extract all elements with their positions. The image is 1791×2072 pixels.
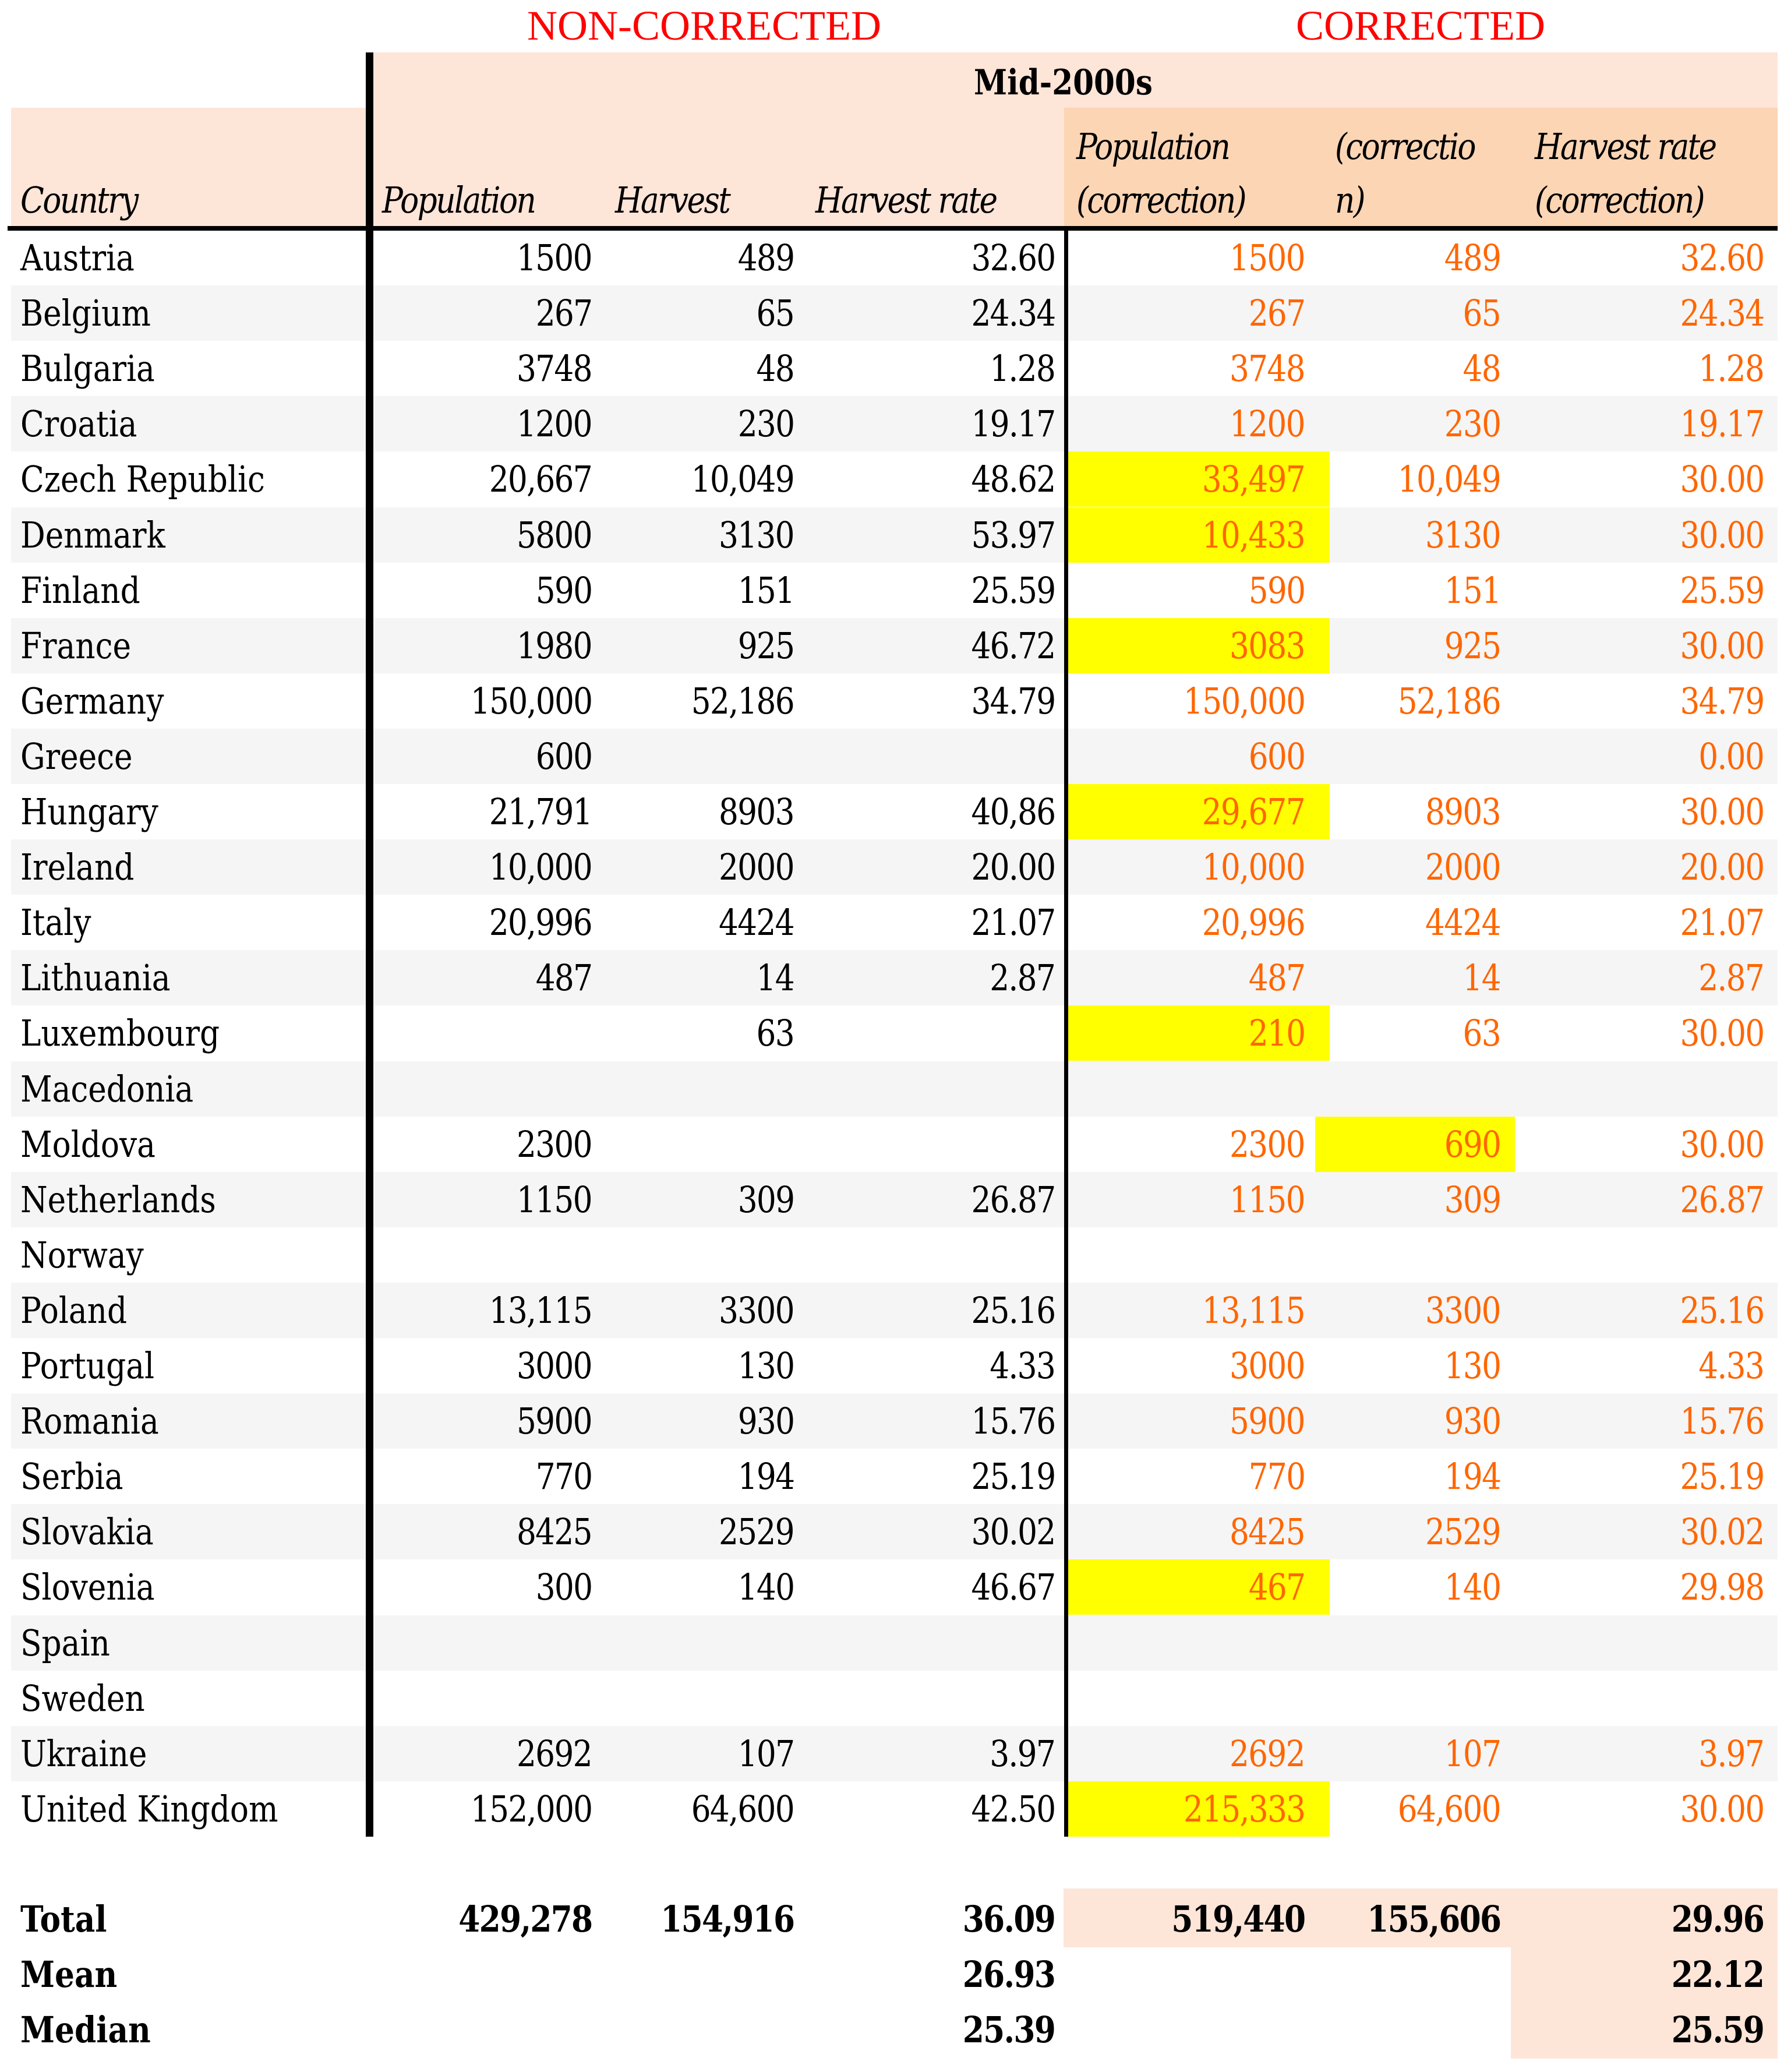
cell-harvest-corr: 2000 xyxy=(1425,846,1500,889)
cell-harvest-rate: 2.87 xyxy=(990,956,1055,1000)
cell-harvest-rate-corr xyxy=(11,1061,1764,1117)
cell-harvest-corr: 140 xyxy=(1444,1566,1500,1609)
country-name: Croatia xyxy=(20,403,137,446)
cell-population: 2692 xyxy=(517,1732,592,1775)
summary-row-mean xyxy=(11,1947,1778,2002)
cell-harvest-rate: 4.33 xyxy=(990,1344,1055,1387)
cell-harvest-rate: 32.60 xyxy=(970,237,1055,279)
cell-population-corr: 590 xyxy=(1248,569,1305,612)
cell-harvest-rate: 46.67 xyxy=(970,1566,1055,1609)
cell-harvest-rate-corr: 30.00 xyxy=(1679,1012,1764,1055)
cell-population-corr: 1500 xyxy=(1230,237,1305,279)
cell-population-corr: 10,000 xyxy=(1202,846,1305,889)
table-row xyxy=(11,1671,1778,1726)
cell-population-corr: 5900 xyxy=(1230,1400,1305,1443)
cell-harvest-corr: 10,049 xyxy=(1397,458,1500,501)
cell-harvest-rate: 48.62 xyxy=(970,458,1055,501)
cell-harvest-corr: 107 xyxy=(1444,1732,1500,1775)
cell-population-corr: 210 xyxy=(1248,1012,1305,1055)
cell-population: 600 xyxy=(535,735,592,778)
cell-harvest: 63 xyxy=(756,1012,794,1055)
col-header-harvest-corr-line2: n) xyxy=(1335,179,1364,221)
cell-population-corr: 2300 xyxy=(1230,1123,1305,1166)
cell-population-corr: 267 xyxy=(1248,292,1305,335)
cell-population: 300 xyxy=(535,1566,592,1609)
table-row xyxy=(11,1504,1778,1559)
cell-population-corr: 1200 xyxy=(1230,403,1305,446)
cell-harvest-rate-corr: 30.00 xyxy=(1679,458,1764,501)
cell-harvest-corr: 194 xyxy=(1444,1455,1500,1498)
cell-population-corr: 13,115 xyxy=(1202,1289,1305,1332)
cell-harvest-rate-corr xyxy=(11,1615,1764,1671)
cell-harvest-rate-corr: 4.33 xyxy=(1698,1344,1764,1387)
table-row xyxy=(11,618,1778,673)
cell-harvest-rate: 53.97 xyxy=(970,513,1055,556)
cell-harvest-rate: 26.87 xyxy=(970,1178,1055,1221)
cell-population-corr: 770 xyxy=(1248,1455,1305,1498)
cell-harvest-corr: 930 xyxy=(1444,1400,1500,1443)
cell-harvest-rate: 1.28 xyxy=(990,347,1055,390)
col-header-country: Country xyxy=(20,179,137,221)
table-row xyxy=(11,230,1778,285)
cell-harvest-corr: 64,600 xyxy=(1397,1787,1500,1830)
cell-population: 20,667 xyxy=(489,458,592,501)
col-header-harvest-rate: Harvest rate xyxy=(815,179,997,221)
cell-harvest-corr: 3300 xyxy=(1425,1289,1500,1332)
country-name: Germany xyxy=(20,679,164,722)
cell-population: 3748 xyxy=(517,347,592,390)
cell-population-corr: 10,433 xyxy=(1202,513,1305,556)
table-row xyxy=(11,1559,1778,1615)
table-row xyxy=(11,1449,1778,1504)
corrected-title: CORRECTED xyxy=(1296,2,1546,49)
cell-population: 590 xyxy=(535,569,592,612)
cell-harvest-rate-corr: 1.28 xyxy=(1698,347,1764,390)
cell-harvest: 140 xyxy=(737,1566,794,1609)
cell-population-corr: 2692 xyxy=(1230,1732,1305,1775)
cell-population-corr: 467 xyxy=(1248,1566,1305,1609)
cell-population-corr: 150,000 xyxy=(1183,679,1305,722)
cell-harvest-rate-corr: 30.00 xyxy=(1679,1787,1764,1830)
cell-harvest: 10,049 xyxy=(691,458,794,501)
cell-population: 1980 xyxy=(517,624,592,667)
cell-harvest-rate-corr: 30.00 xyxy=(1679,790,1764,833)
cell-population: 770 xyxy=(535,1455,592,1498)
cell-population: 267 xyxy=(535,292,592,335)
country-name: Greece xyxy=(20,735,133,778)
cell-population: 3000 xyxy=(517,1344,592,1387)
table-row xyxy=(11,895,1778,950)
cell-harvest-rate-corr: 25.19 xyxy=(1679,1455,1764,1498)
cell-harvest-rate-corr: 2.87 xyxy=(1698,956,1764,1000)
country-name: Hungary xyxy=(20,790,158,833)
cell-population: 152,000 xyxy=(470,1787,592,1830)
cell-population-corr: 1150 xyxy=(1230,1178,1305,1221)
cell-harvest-corr: 4424 xyxy=(1425,901,1500,944)
cell-harvest: 48 xyxy=(756,347,794,390)
cell-harvest-rate: 15.76 xyxy=(970,1400,1055,1443)
cell-harvest-rate: 19.17 xyxy=(970,403,1055,446)
table-row xyxy=(11,1061,1778,1117)
total-harvest-rate-corr: 29.96 xyxy=(1671,1898,1764,1940)
period-header: Mid-2000s xyxy=(974,62,1153,103)
mean-harvest-rate-corr: 22.12 xyxy=(1671,1953,1764,1996)
cell-harvest-rate-corr: 26.87 xyxy=(1679,1178,1764,1221)
cell-harvest-rate-corr: 25.59 xyxy=(1679,569,1764,612)
cell-population-corr: 487 xyxy=(1248,956,1305,1000)
cell-harvest: 194 xyxy=(737,1455,794,1498)
cell-harvest-corr: 14 xyxy=(1463,956,1500,1000)
country-name: Poland xyxy=(20,1289,128,1332)
cell-harvest-rate: 3.97 xyxy=(990,1732,1055,1775)
country-name: United Kingdom xyxy=(20,1787,278,1830)
cell-harvest-rate: 21.07 xyxy=(970,901,1055,944)
cell-harvest-rate-corr: 24.34 xyxy=(1679,292,1764,335)
country-name: Netherlands xyxy=(20,1178,216,1221)
total-population-corr: 519,440 xyxy=(1171,1898,1305,1940)
cell-harvest-corr: 48 xyxy=(1463,347,1500,390)
country-name: Austria xyxy=(20,237,135,279)
non-corrected-title: NON-CORRECTED xyxy=(527,2,881,49)
cell-population: 1500 xyxy=(517,237,592,279)
cell-population: 2300 xyxy=(517,1123,592,1166)
cell-harvest: 14 xyxy=(756,956,794,1000)
table-row xyxy=(11,1283,1778,1338)
cell-harvest: 65 xyxy=(756,292,794,335)
median-harvest-rate: 25.39 xyxy=(962,2009,1055,2051)
cell-harvest-corr: 2529 xyxy=(1425,1510,1500,1554)
cell-harvest-corr: 52,186 xyxy=(1397,679,1500,722)
median-harvest-rate-corr: 25.59 xyxy=(1671,2009,1764,2051)
country-name: Ukraine xyxy=(20,1732,147,1775)
cell-harvest-rate: 30.02 xyxy=(970,1510,1055,1554)
cell-harvest-rate: 46.72 xyxy=(970,624,1055,667)
table-row xyxy=(11,341,1778,396)
cell-population: 1200 xyxy=(517,403,592,446)
cell-harvest-rate-corr xyxy=(11,1227,1764,1283)
cell-population: 150,000 xyxy=(470,679,592,722)
cell-population: 5800 xyxy=(517,513,592,556)
table-row xyxy=(11,563,1778,618)
summary-label: Total xyxy=(20,1898,107,1940)
table-row xyxy=(11,1005,1778,1061)
divider-corrected xyxy=(1064,228,1068,1837)
country-name: Romania xyxy=(20,1400,159,1443)
cell-population-corr: 215,333 xyxy=(1183,1787,1305,1830)
cell-harvest: 2529 xyxy=(719,1510,794,1554)
cell-harvest-rate-corr xyxy=(11,1671,1764,1726)
table-row xyxy=(11,1172,1778,1227)
country-name: France xyxy=(20,624,132,667)
table-row xyxy=(11,1726,1778,1781)
cell-harvest-corr: 8903 xyxy=(1425,790,1500,833)
col-header-population: Population xyxy=(382,179,535,221)
cell-harvest-rate-corr: 30.00 xyxy=(1679,624,1764,667)
cell-harvest: 930 xyxy=(737,1400,794,1443)
cell-population-corr: 3000 xyxy=(1230,1344,1305,1387)
table-row xyxy=(11,507,1778,563)
table-row xyxy=(11,451,1778,507)
cell-harvest-rate-corr: 32.60 xyxy=(1679,237,1764,279)
cell-harvest: 489 xyxy=(737,237,794,279)
cell-population: 13,115 xyxy=(489,1289,592,1332)
cell-harvest-corr: 65 xyxy=(1463,292,1500,335)
cell-harvest: 925 xyxy=(737,624,794,667)
summary-label: Median xyxy=(20,2009,151,2051)
cell-harvest: 8903 xyxy=(719,790,794,833)
cell-harvest-rate-corr: 29.98 xyxy=(1679,1566,1764,1609)
table-row xyxy=(11,673,1778,729)
cell-harvest: 230 xyxy=(737,403,794,446)
cell-harvest: 107 xyxy=(737,1732,794,1775)
cell-population: 5900 xyxy=(517,1400,592,1443)
country-name: Italy xyxy=(20,901,91,944)
cell-harvest-rate-corr: 25.16 xyxy=(1679,1289,1764,1332)
cell-population: 1150 xyxy=(517,1178,592,1221)
table-row xyxy=(11,950,1778,1005)
country-name: Macedonia xyxy=(20,1067,194,1110)
cell-harvest: 4424 xyxy=(719,901,794,944)
country-name: Denmark xyxy=(20,513,165,556)
country-name: Belgium xyxy=(20,292,151,335)
cell-harvest-rate: 20.00 xyxy=(970,846,1055,889)
cell-harvest-rate: 34.79 xyxy=(970,679,1055,722)
total-harvest-corr: 155,606 xyxy=(1366,1898,1500,1940)
cell-population-corr: 8425 xyxy=(1230,1510,1305,1554)
cell-harvest-rate: 25.16 xyxy=(970,1289,1055,1332)
divider-country xyxy=(366,52,373,1837)
cell-population: 10,000 xyxy=(489,846,592,889)
cell-harvest-corr: 3130 xyxy=(1425,513,1500,556)
cell-harvest-corr: 925 xyxy=(1444,624,1500,667)
cell-harvest-rate: 24.34 xyxy=(970,292,1055,335)
cell-population-corr: 20,996 xyxy=(1202,901,1305,944)
summary-label: Mean xyxy=(20,1953,118,1996)
cell-harvest-corr: 63 xyxy=(1463,1012,1500,1055)
cell-harvest-corr: 151 xyxy=(1444,569,1500,612)
col-header-population-corr-line2: (correction) xyxy=(1076,179,1245,221)
table-row xyxy=(11,1338,1778,1393)
cell-harvest: 52,186 xyxy=(691,679,794,722)
cell-population-corr: 3748 xyxy=(1230,347,1305,390)
cell-harvest-rate: 25.19 xyxy=(970,1455,1055,1498)
cell-harvest-corr: 130 xyxy=(1444,1344,1500,1387)
country-name: Serbia xyxy=(20,1455,123,1498)
table-row xyxy=(11,396,1778,451)
cell-harvest: 3300 xyxy=(719,1289,794,1332)
cell-harvest-rate: 25.59 xyxy=(970,569,1055,612)
country-name: Luxembourg xyxy=(20,1012,220,1055)
table-row xyxy=(11,1615,1778,1671)
col-header-harvest: Harvest xyxy=(615,179,730,221)
cell-harvest-rate: 40,86 xyxy=(970,790,1055,833)
table-row xyxy=(11,1117,1778,1172)
col-header-harvest-rate-corr-line1: Harvest rate xyxy=(1535,125,1716,168)
cell-population: 487 xyxy=(535,956,592,1000)
cell-harvest-rate-corr: 21.07 xyxy=(1679,901,1764,944)
country-name: Sweden xyxy=(20,1676,145,1720)
cell-harvest-corr: 489 xyxy=(1444,237,1500,279)
total-harvest-rate: 36.09 xyxy=(962,1898,1055,1940)
cell-harvest-rate-corr: 34.79 xyxy=(1679,679,1764,722)
cell-harvest-rate-corr: 30.02 xyxy=(1679,1510,1764,1554)
table-row xyxy=(11,1227,1778,1283)
cell-harvest-rate-corr: 30.00 xyxy=(1679,513,1764,556)
cell-population: 21,791 xyxy=(489,790,592,833)
cell-harvest: 151 xyxy=(737,569,794,612)
cell-harvest-rate-corr: 3.97 xyxy=(1698,1732,1764,1775)
cell-population-corr: 29,677 xyxy=(1202,790,1305,833)
country-name: Lithuania xyxy=(20,956,171,1000)
table-row xyxy=(11,1781,1778,1837)
country-name: Finland xyxy=(20,569,140,612)
country-name: Spain xyxy=(20,1621,110,1664)
cell-harvest-corr: 309 xyxy=(1444,1178,1500,1221)
header-rule xyxy=(8,226,1778,231)
country-name: Czech Republic xyxy=(20,458,265,501)
col-header-harvest-corr-line1: (correctio xyxy=(1335,125,1475,168)
cell-harvest: 3130 xyxy=(719,513,794,556)
country-name: Moldova xyxy=(20,1123,156,1166)
cell-harvest-rate-corr: 30.00 xyxy=(1679,1123,1764,1166)
cell-harvest-rate-corr: 19.17 xyxy=(1679,403,1764,446)
table-row xyxy=(11,1393,1778,1449)
cell-harvest: 64,600 xyxy=(691,1787,794,1830)
cell-harvest: 309 xyxy=(737,1178,794,1221)
cell-harvest: 130 xyxy=(737,1344,794,1387)
table-row xyxy=(11,729,1778,784)
cell-harvest-rate: 42.50 xyxy=(970,1787,1055,1830)
country-name: Slovenia xyxy=(20,1566,155,1609)
country-name: Portugal xyxy=(20,1344,155,1387)
cell-harvest-rate-corr: 20.00 xyxy=(1679,846,1764,889)
col-header-harvest-rate-corr-line2: (correction) xyxy=(1535,179,1704,221)
country-name: Norway xyxy=(20,1233,144,1276)
mean-harvest-rate: 26.93 xyxy=(962,1953,1055,1996)
table-row xyxy=(11,839,1778,895)
summary-row-median xyxy=(11,2002,1778,2057)
cell-population: 8425 xyxy=(517,1510,592,1554)
summary-row-total xyxy=(11,1891,1778,1947)
table-row xyxy=(11,285,1778,341)
country-name: Slovakia xyxy=(20,1510,154,1554)
cell-harvest-rate-corr: 15.76 xyxy=(1679,1400,1764,1443)
cell-population-corr: 600 xyxy=(1248,735,1305,778)
cell-population-corr: 33,497 xyxy=(1202,458,1305,501)
cell-harvest-corr: 230 xyxy=(1444,403,1500,446)
country-name: Bulgaria xyxy=(20,347,155,390)
total-population: 429,278 xyxy=(458,1898,592,1940)
cell-population: 20,996 xyxy=(489,901,592,944)
total-harvest: 154,916 xyxy=(660,1898,794,1940)
cell-harvest-rate-corr: 0.00 xyxy=(1698,735,1764,778)
col-header-population-corr-line1: Population xyxy=(1076,125,1230,168)
cell-harvest: 2000 xyxy=(719,846,794,889)
cell-population-corr: 3083 xyxy=(1230,624,1305,667)
table-row xyxy=(11,784,1778,839)
cell-harvest-corr: 690 xyxy=(1444,1123,1500,1166)
country-name: Ireland xyxy=(20,846,135,889)
